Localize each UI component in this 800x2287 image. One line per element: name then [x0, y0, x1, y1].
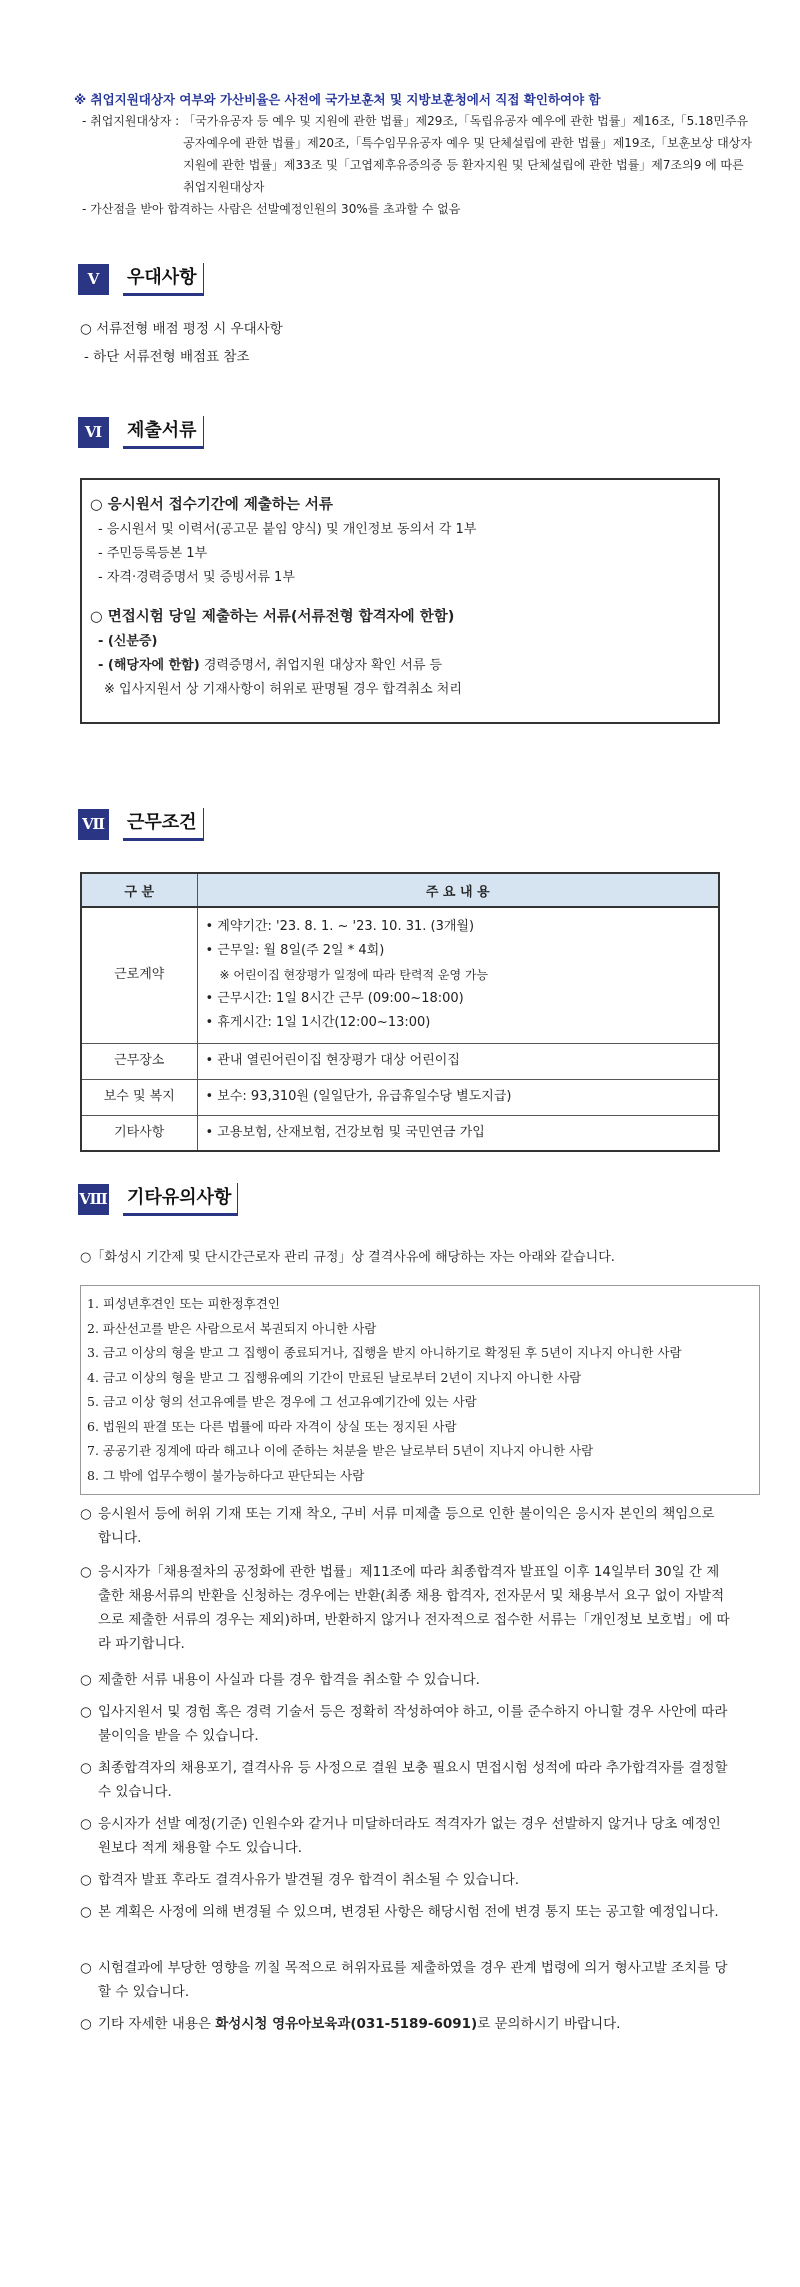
veteran-notice [74, 90, 754, 220]
document-item-applicable [90, 654, 708, 678]
documents-note: ※ 입사지원서 상 기재사항이 허위로 판명될 경우 합격취소 처리 [104, 682, 462, 697]
section-title: 제출서류 [123, 416, 204, 449]
notice-title: ※ 취업지원대상자 여부와 가산비율은 사전에 국가보훈처 및 지방보훈청에서 직접 확인하여야 함 [74, 92, 601, 107]
content-cell [197, 907, 719, 1043]
documents-heading-1: ○ 응시원서 접수기간에 제출하는 서류 [90, 497, 333, 513]
document-item: - 자격·경력증명서 및 증빙서류 1부 [98, 570, 295, 585]
circle-bullet-icon: ○ [80, 1872, 92, 1888]
preference-item: ○ 서류전형 배점 평정 시 우대사항 [80, 321, 283, 337]
section-6-header [78, 415, 204, 449]
document-item-id: - (신분증) [98, 634, 158, 649]
table-row [81, 1079, 719, 1115]
work-days: • 근무일: 월 8일(주 2일 * 4회) [205, 943, 385, 959]
notice-body: 「국가유공자 등 예우 및 지원에 관한 법률」제29조,「독립유공자 예우에 관한 법률」제16조,「5.18민주유공자예우에 관한 법률」제20조,「특수임무유공자 예우 및 단체설립에 관한 법률」제19조,「보훈보상 대상자 지원에 관한 법률」제33조 및「고엽제후유증의증 등 환자지원 및 단체설립에 관한 법률」제7조의9 에 따른 취업지원대상자 [183, 114, 752, 194]
disqualification-list [80, 1285, 760, 1495]
notice-eligibility [74, 110, 754, 198]
circle-bullet-icon: ○ [80, 1816, 92, 1832]
list-item: 6. 법원의 판결 또는 다른 법률에 따라 자격이 상실 또는 정지된 사람 [87, 1418, 457, 1434]
applicable-text: 경력증명서, 취업지원 대상자 확인 서류 등 [199, 658, 443, 673]
circle-bullet-icon: ○ [80, 1564, 92, 1580]
note-item-contact: ○ 기타 자세한 내용은 화성시청 영유아보육과(031-5189-6091)로 문의하시기 바랍니다. [80, 2012, 730, 2036]
work-hours: • 근무시간: 1일 8시간 근무 (09:00~18:00) [205, 991, 464, 1007]
note-item: ○ 시험결과에 부당한 영향을 끼칠 목적으로 허위자료를 제출하였을 경우 관계 법령에 의거 형사고발 조치를 당할 수 있습니다. [80, 1956, 730, 2004]
section-number: Ⅴ [78, 264, 109, 295]
list-item: 4. 금고 이상의 형을 받고 그 집행유예의 기간이 만료된 날로부터 2년이 지나지 아니한 사람 [87, 1369, 582, 1385]
category-cell: 근무장소 [81, 1043, 197, 1079]
content-cell: • 보수: 93,310원 (일일단가, 유급휴일수당 별도지급) [197, 1079, 719, 1115]
note-item: ○ 제출한 서류 내용이 사실과 다를 경우 합격을 취소할 수 있습니다. [80, 1668, 730, 1692]
applicable-label: - (해당자에 한함) [98, 658, 200, 673]
notice-label: - 취업지원대상자 : [82, 114, 180, 128]
note-item: ○ 응시원서 등에 허위 기재 또는 기재 착오, 구비 서류 미제출 등으로 인한 불이익은 응시자 본인의 책임으로 합니다. [80, 1502, 730, 1550]
category-cell: 근로계약 [81, 907, 197, 1043]
category-cell: 보수 및 복지 [81, 1079, 197, 1115]
section-title: 기타유의사항 [123, 1183, 238, 1216]
section-title: 우대사항 [123, 263, 204, 296]
section-8-header [78, 1182, 238, 1216]
category-cell: 기타사항 [81, 1115, 197, 1151]
document-item: - 주민등록등본 1부 [98, 546, 208, 561]
note-item: ○ 응시자가「채용절차의 공정화에 관한 법률」제11조에 따라 최종합격자 발표일 이후 14일부터 30일 간 제출한 채용서류의 반환을 신청하는 경우에는 반환(최종 채용 합격자, 전자문서 및 채용부서 요구 없이 자발적으로 제출한 서류의 경우는 제외)하며, 반환하지 않거나 전자적으로 접수한 서류는「개인정보 보호법」에 따라 파기합니다. [80, 1560, 730, 1656]
section-5-header [78, 262, 204, 296]
table-row [81, 907, 719, 1043]
circle-bullet-icon: ○ [80, 1904, 92, 1920]
circle-bullet-icon: ○ [80, 1506, 92, 1522]
work-conditions-table [80, 872, 720, 1152]
section-number: Ⅶ [78, 809, 109, 840]
column-header-content: 주 요 내 용 [197, 873, 719, 907]
column-header-category: 구 분 [81, 873, 197, 907]
list-item: 1. 피성년후견인 또는 피한정후견인 [87, 1296, 280, 1311]
circle-bullet-icon: ○ [80, 2016, 92, 2032]
circle-bullet-icon: ○ [80, 1704, 92, 1720]
list-item: 8. 그 밖에 업무수행이 불가능하다고 판단되는 사람 [87, 1467, 365, 1483]
table-header-row [81, 873, 719, 907]
notice-bonus: - 가산점을 받아 합격하는 사람은 선발예정인원의 30%를 초과할 수 없음 [82, 202, 461, 216]
documents-box [80, 478, 720, 724]
list-item: 7. 공공기관 징계에 따라 해고나 이에 준하는 처분을 받은 날로부터 5년이 지나지 아니한 사람 [87, 1443, 594, 1458]
section-number: Ⅵ [78, 417, 109, 448]
section-number: Ⅷ [78, 1184, 109, 1215]
contract-period: • 계약기간: '23. 8. 1. ~ '23. 10. 31. (3개월) [205, 919, 475, 935]
circle-bullet-icon: ○ [80, 1672, 92, 1688]
table-row [81, 1115, 719, 1151]
circle-bullet-icon: ○ [80, 1960, 92, 1976]
work-days-note: ※ 어린이집 현장평가 일정에 따라 탄력적 운영 가능 [219, 968, 489, 983]
table-row [81, 1043, 719, 1079]
content-cell: • 관내 열린어린이집 현장평가 대상 어린이집 [197, 1043, 719, 1079]
documents-heading-2: ○ 면접시험 당일 제출하는 서류(서류전형 합격자에 한함) [90, 609, 455, 625]
disqualification-intro: ○「화성시 기간제 및 단시간근로자 관리 규정」상 결격사유에 해당하는 자는 아래와 같습니다. [80, 1250, 615, 1265]
content-cell: • 고용보험, 산재보험, 건강보험 및 국민연금 가입 [197, 1115, 719, 1151]
break-time: • 휴게시간: 1일 1시간(12:00~13:00) [205, 1015, 431, 1031]
preference-ref: - 하단 서류전형 배점표 참조 [84, 349, 250, 365]
list-item: 3. 금고 이상의 형을 받고 그 집행이 종료되거나, 집행을 받지 아니하기로 확정된 후 5년이 지나지 아니한 사람 [87, 1345, 682, 1360]
note-item: ○ 최종합격자의 채용포기, 결격사유 등 사정으로 결원 보충 필요시 면접시험 성적에 따라 추가합격자를 결정할 수 있습니다. [80, 1756, 730, 1804]
note-item: ○ 합격자 발표 후라도 결격사유가 발견될 경우 합격이 취소될 수 있습니다. [80, 1868, 730, 1892]
list-item: 5. 금고 이상 형의 선고유예를 받은 경우에 그 선고유예기간에 있는 사람 [87, 1394, 477, 1409]
contact-info: 화성시청 영유아보육과(031-5189-6091) [215, 2016, 478, 2032]
list-item: 2. 파산선고를 받은 사람으로서 복권되지 아니한 사람 [87, 1320, 377, 1336]
note-item: ○ 응시자가 선발 예정(기준) 인원수와 같거나 미달하더라도 적격자가 없는 경우 선발하지 않거나 당초 예정인원보다 적게 채용할 수도 있습니다. [80, 1812, 730, 1860]
section-title: 근무조건 [123, 808, 204, 841]
note-item: ○ 본 계획은 사정에 의해 변경될 수 있으며, 변경된 사항은 해당시험 전에 변경 통지 또는 공고할 예정입니다. [80, 1900, 730, 1924]
document-item: - 응시원서 및 이력서(공고문 붙임 양식) 및 개인정보 동의서 각 1부 [98, 522, 477, 537]
note-item: ○ 입사지원서 및 경험 혹은 경력 기술서 등은 정확히 작성하여야 하고, 이를 준수하지 아니할 경우 사안에 따라 불이익을 받을 수 있습니다. [80, 1700, 730, 1748]
circle-bullet-icon: ○ [80, 1760, 92, 1776]
section-7-header [78, 807, 204, 841]
